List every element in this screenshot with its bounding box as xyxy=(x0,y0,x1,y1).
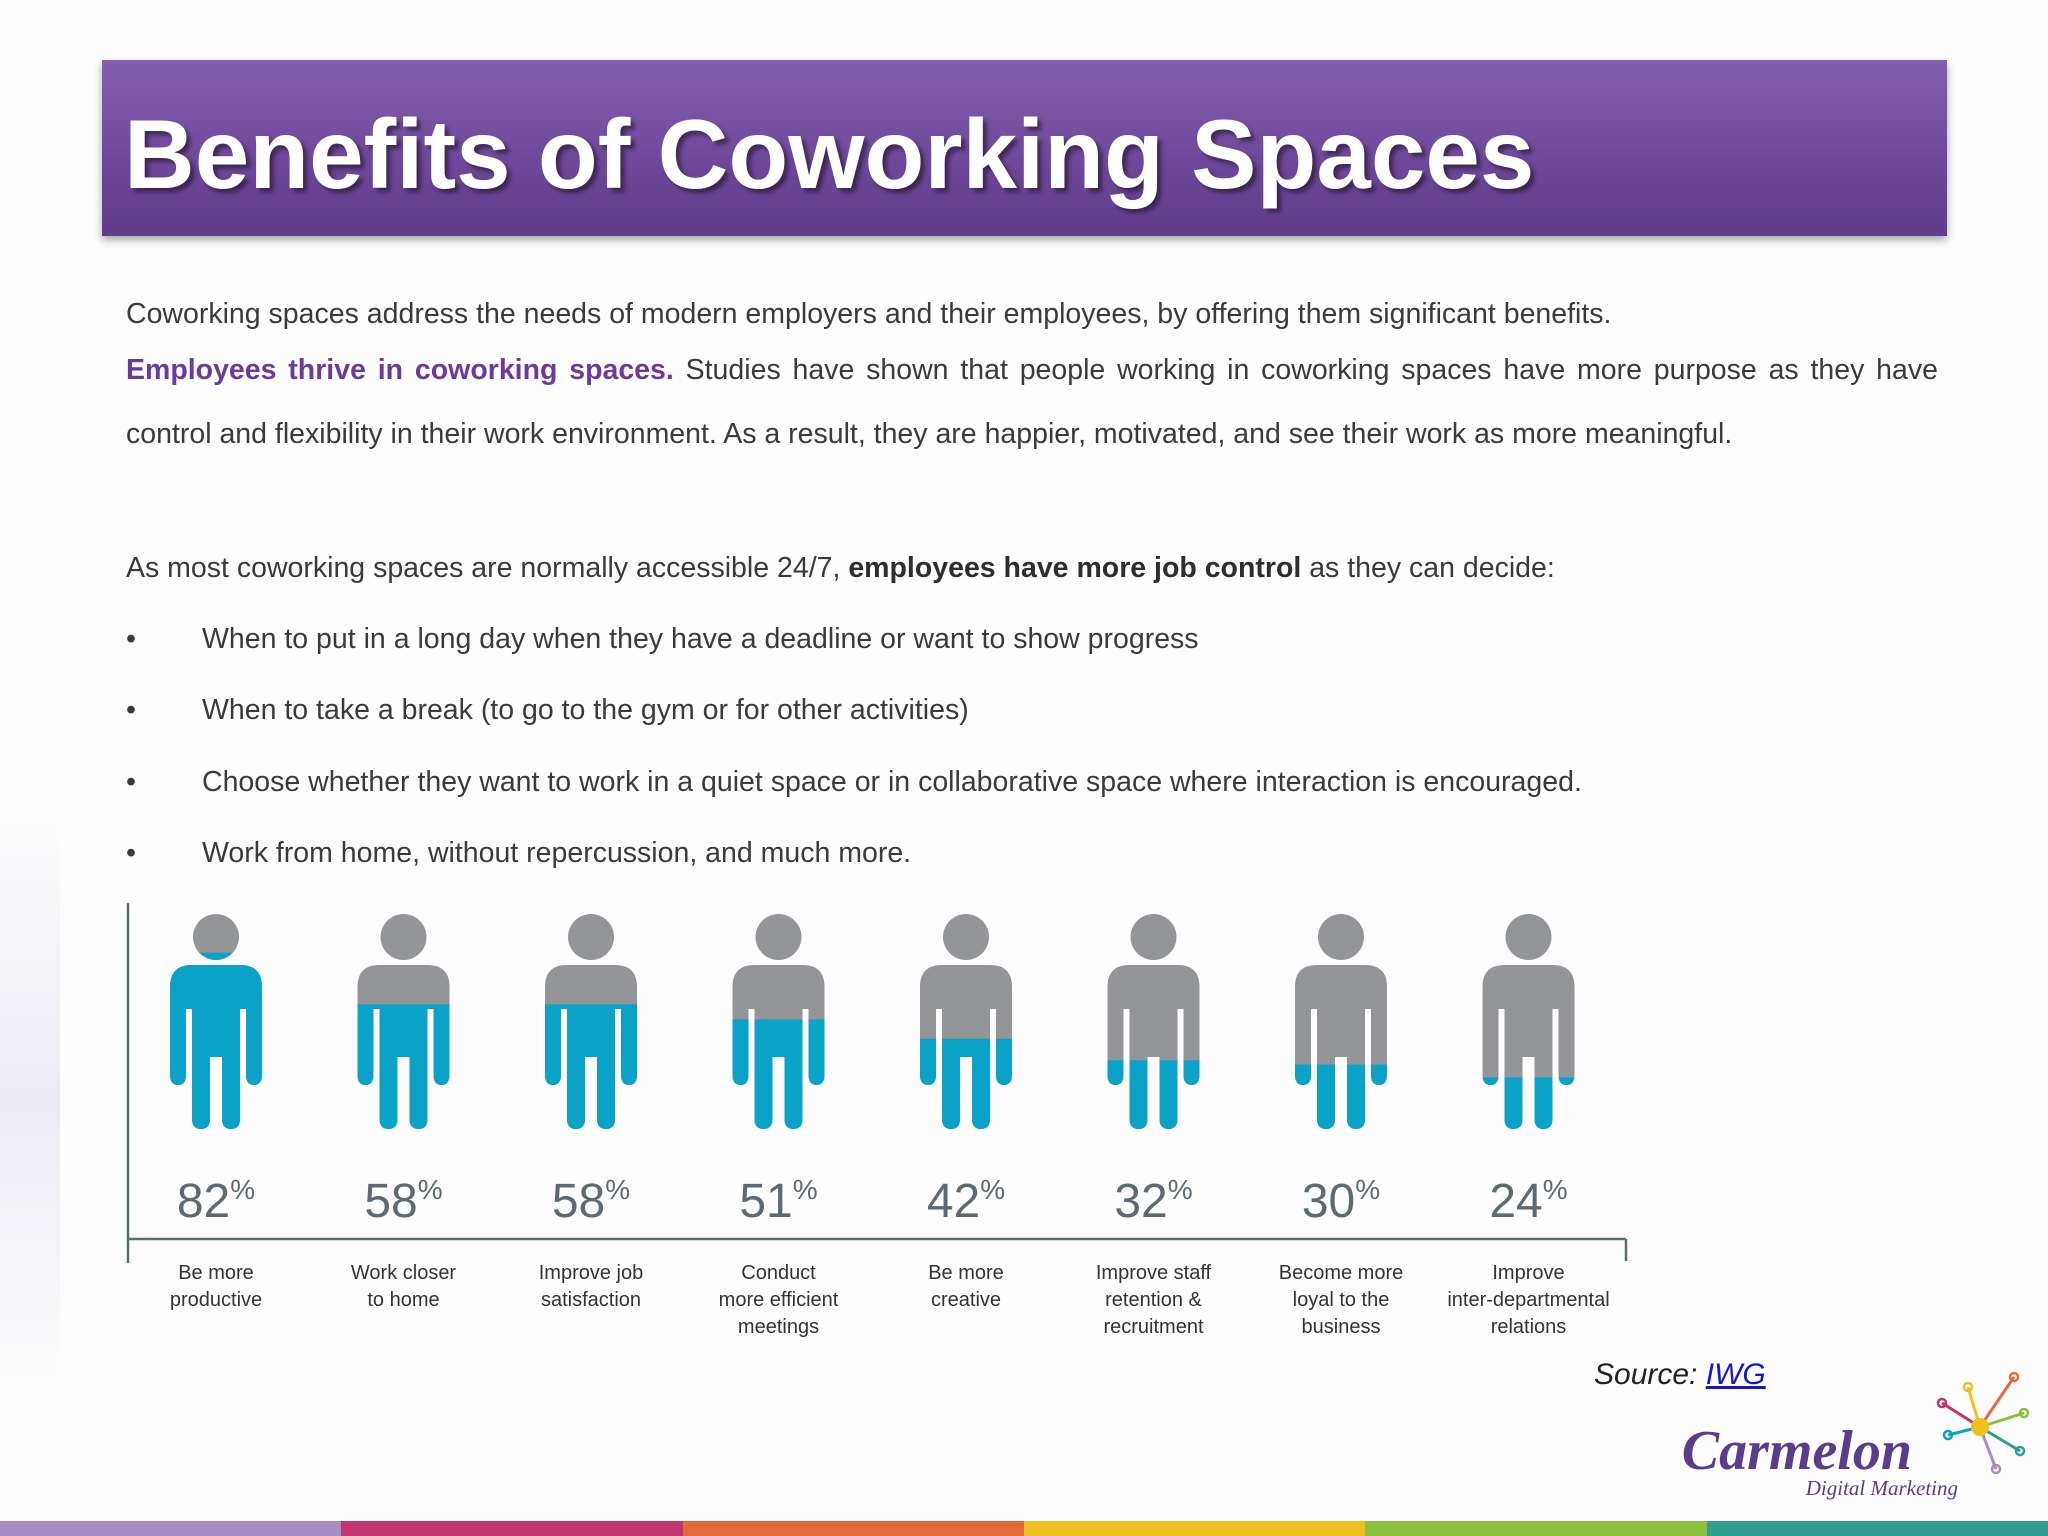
person-silhouette xyxy=(1108,914,1200,1129)
person-icon xyxy=(1108,914,1200,1129)
person-icon xyxy=(733,914,825,1129)
source-label: Source: xyxy=(1594,1358,1706,1391)
person-icon xyxy=(545,914,637,1129)
value-label: 58% xyxy=(364,1174,443,1228)
category-label: Be more productive xyxy=(169,1262,263,1311)
thrive-paragraph xyxy=(126,338,1938,466)
job-control-paragraph xyxy=(126,536,1938,600)
title-banner xyxy=(102,60,1947,236)
value-label: 30% xyxy=(1301,1174,1381,1228)
person-icon xyxy=(1295,914,1387,1129)
person-silhouette xyxy=(1295,914,1387,1129)
decision-list xyxy=(126,604,1926,889)
person-icon xyxy=(170,914,262,1129)
footer-color-stripe xyxy=(0,1521,2048,1536)
person-silhouette xyxy=(1483,914,1575,1129)
category-label: Conduct more efficient meetings xyxy=(718,1262,839,1338)
value-label: 42% xyxy=(926,1174,1006,1228)
footer-stripe-segment xyxy=(1024,1521,1365,1536)
bullet-icon: • xyxy=(126,765,136,798)
category-label: Work closer to home xyxy=(350,1262,457,1311)
list-item-text: Work from home, without repercussion, and much more. xyxy=(202,836,912,869)
value-label: 24% xyxy=(1489,1174,1568,1228)
category-label: Become more loyal to the business xyxy=(1278,1262,1404,1338)
list-item xyxy=(126,675,1926,746)
thrive-highlight: Employees thrive in coworking spaces. xyxy=(126,354,674,386)
person-icon xyxy=(920,914,1012,1129)
value-label: 32% xyxy=(1114,1174,1193,1228)
category-label: Improve staff retention & recruitment xyxy=(1095,1262,1212,1338)
bullet-icon: • xyxy=(126,694,136,727)
logo-tagline: Digital Marketing xyxy=(1805,1476,1958,1500)
value-label: 58% xyxy=(551,1174,631,1228)
list-item-text: When to take a break (to go to the gym or for other activities) xyxy=(202,694,969,727)
job-control-before: As most coworking spaces are normally accessible 24/7, xyxy=(126,552,849,584)
chart-marks xyxy=(170,914,1610,1338)
person-silhouette xyxy=(920,914,1012,1129)
page-title: Benefits of Coworking Spaces xyxy=(124,99,1535,209)
value-label: 51% xyxy=(739,1174,818,1228)
carmelon-logo xyxy=(1681,1365,2032,1505)
list-item xyxy=(126,747,1926,818)
person-icon xyxy=(1483,914,1575,1129)
footer-stripe-segment xyxy=(1365,1521,1706,1536)
logo-name: Carmelon xyxy=(1681,1420,1912,1482)
bullet-icon: • xyxy=(126,836,136,869)
footer-stripe-segment xyxy=(0,1521,341,1536)
thrive-text: Studies have shown that people working in coworking spaces have more purpose as they have control and flexibility in their work environment. As a result, they are happier, motivated, and see their work as more meaningful. xyxy=(126,354,1938,450)
background-decoration xyxy=(0,820,60,1380)
person-icon xyxy=(358,914,450,1129)
job-control-after: as they can decide: xyxy=(1309,552,1555,584)
list-item xyxy=(126,604,1926,675)
list-item-text: When to put in a long day when they have a deadline or want to show progress xyxy=(202,623,1199,655)
category-label: Be more creative xyxy=(928,1262,1004,1311)
value-label: 82% xyxy=(176,1174,256,1228)
bullet-icon: • xyxy=(126,623,136,655)
footer-stripe-segment xyxy=(683,1521,1024,1536)
job-control-bold: employees have more job control xyxy=(848,552,1310,584)
list-item-text: Choose whether they want to work in a quiet space or in collaborative space where interaction is encouraged. xyxy=(202,765,1582,798)
category-label: Improve job satisfaction xyxy=(538,1262,644,1311)
source-link[interactable]: IWG xyxy=(1705,1358,1766,1391)
category-label: Improve inter-departmental relations xyxy=(1447,1262,1610,1338)
starburst-icon xyxy=(1938,1373,2028,1473)
footer-stripe-segment xyxy=(341,1521,682,1536)
benefits-infographic xyxy=(100,895,1640,1355)
intro-paragraph: Coworking spaces address the needs of modern employers and their employees, by offering them significant benefits. xyxy=(126,298,1612,330)
footer-stripe-segment xyxy=(1707,1521,2048,1536)
list-item xyxy=(126,818,1926,889)
